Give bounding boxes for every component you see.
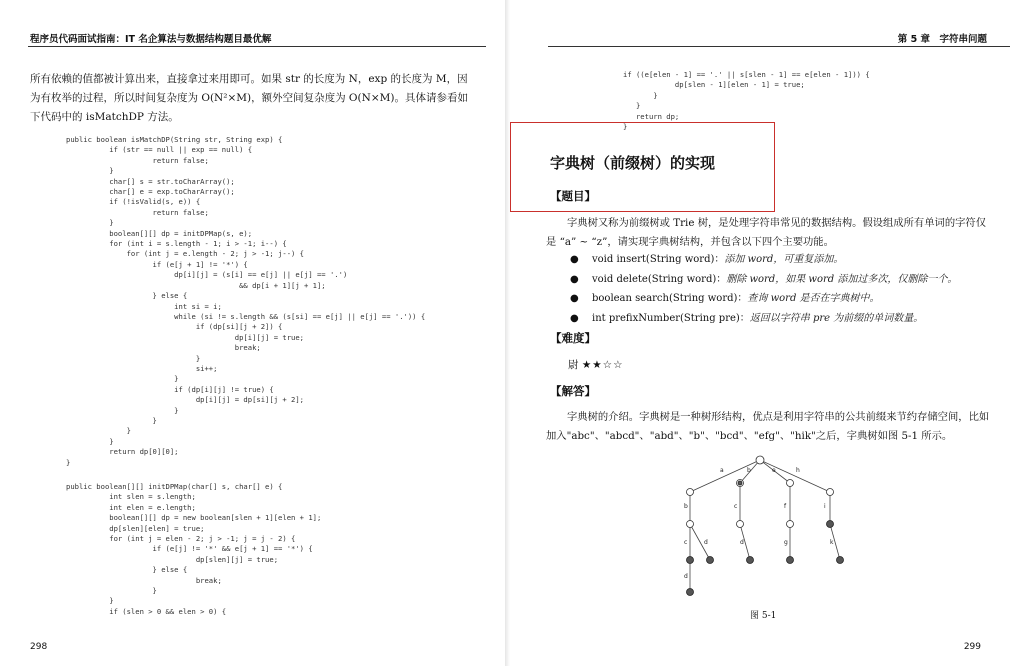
edge-label: e [772,467,776,474]
right-header-rule [548,46,1010,47]
code-block-continued: if ((e[elen - 1] == '.' || s[slen - 1] == e[elen - 1])) { dp[slen - 1][elen - 1] = true; } } return dp; } [623,70,870,132]
method-signature: int prefixNumber(String pre)： [592,312,750,324]
left-page [0,0,505,666]
left-header-rule [28,46,486,47]
trie-node [787,521,794,528]
list-item [566,250,957,270]
edge-label: a [720,467,724,474]
method-description: 删除 word，如果 word 添加过多次，仅删除一个。 [726,273,958,285]
problem-heading: 【题目】 [550,189,596,203]
trie-end-node [687,589,694,596]
trie-end-node [707,557,714,564]
edge-label: d [684,573,688,580]
trie-node [687,489,694,496]
bullet-icon: ● [570,312,579,324]
trie-node [827,489,834,496]
trie-diagram [670,450,870,605]
left-page-number: 298 [30,642,48,652]
method-signature: void insert(String word)： [592,254,725,265]
list-item [566,270,957,290]
method-signature: void delete(String word)： [592,273,727,285]
edge-label: b [747,467,751,474]
left-intro-paragraph: 所有依赖的值都被计算出来，直接拿过来用即可。如果 str 的长度为 N，exp 的长度为 M，因为有枚举的过程，所以时间复杂度为 O(N²×M)，额外空间复杂度为 O(N×M)。具体请参看如下代码中的 isMatchDP 方法。 [30,73,468,123]
trie-end-marker [738,481,742,485]
list-item [566,309,957,329]
right-page [510,0,1033,666]
edge-label: f [784,503,787,510]
trie-end-node [837,557,844,564]
right-page-number: 299 [963,642,981,652]
bullet-icon: ● [570,254,579,265]
trie-root-node [756,456,764,464]
edge-label: d [740,539,744,546]
edge-label: d [704,539,708,546]
trie-end-node [747,557,754,564]
trie-node [687,521,694,528]
method-description: 查询 word 是否在字典树中。 [747,293,880,304]
section-title: 字典树（前缀树）的实现 [550,154,716,172]
figure-caption: 图 5-1 [750,611,777,621]
difficulty-heading: 【难度】 [550,331,596,345]
answer-heading: 【解答】 [550,384,596,398]
edge-label: c [734,503,738,510]
edge-label: b [684,503,688,510]
method-description: 添加 word，可重复添加。 [724,254,844,265]
trie-node [737,521,744,528]
bullet-icon: ● [570,293,579,304]
star-rating-icon: ★★☆☆ [581,359,624,371]
edge-label: h [796,467,800,474]
method-signature: boolean search(String word)： [592,293,748,304]
trie-end-node [827,521,834,528]
difficulty-rating [568,357,624,372]
code-block-ismatchdp: public boolean isMatchDP(String str, String exp) { if (str == null || exp == null) { return false; } char[] s = str.toCharArray(); char[] e = exp.toCharArray(); if (!isValid(s, e)) { return false; } boolean[][] dp = initDPMap(s, e); for (int i = s.length - 1; i > -1; i--) { for (int j = e.length - 2; j > -1; j--) { if (e[j + 1] != '*') { dp[i][j] = (s[i] == e[j] || e[j] == '.') && dp[i + 1][j + 1]; } else { int si = i; while (si != s.length && (s[si] == e[j] || e[j] == '.')) { if (dp[si][j + 2]) { dp[i][j] = true; break; } si++; } if (dp[i][j] != true) { dp[i][j] = dp[si][j + 2]; } } } } return dp[0][0]; } [66,135,426,467]
trie-end-node [687,557,694,564]
method-description: 返回以字符串 pre 为前缀的单词数量。 [749,312,924,324]
edge-label: k [830,539,834,546]
feature-list [566,250,957,328]
edge-label: g [784,539,788,546]
list-item [566,289,957,309]
bullet-icon: ● [570,273,579,285]
edge-label: i [824,503,826,510]
trie-node [787,480,794,487]
problem-paragraph: 字典树又称为前缀树或 Trie 树，是处理字符串常见的数据结构。假设组成所有单词的字符仅是 “a” ~ “z”，请实现字典树结构，并包含以下四个主要功能。 [546,217,987,248]
answer-paragraph: 字典树的介绍。字典树是一种树形结构，优点是利用字符串的公共前缀来节约存储空间，比如加入"abc"、"abcd"、"abd"、"b"、"bcd"、"efg"、"hik"之后，字典树如图 5-1 所示。 [546,411,990,442]
difficulty-label: 尉 [568,359,579,371]
edge-label: c [684,539,688,546]
left-page-header: 程序员代码面试指南：IT 名企算法与数据结构题目最优解 [30,34,272,45]
code-block-initdpmap: public boolean[][] initDPMap(char[] s, char[] e) { int slen = s.length; int elen = e.length; boolean[][] dp = new boolean[slen + 1][elen + 1]; dp[slen][elen] = true; for (int j = elen - 2; j > -1; j = j - 2) { if (e[j] != '*' && e[j + 1] == '*') { dp[slen][j] = true; } else { break; } } if (slen > 0 && elen > 0) { [66,482,322,616]
trie-end-node [787,557,794,564]
right-page-header: 第 5 章 字符串问题 [897,34,987,45]
